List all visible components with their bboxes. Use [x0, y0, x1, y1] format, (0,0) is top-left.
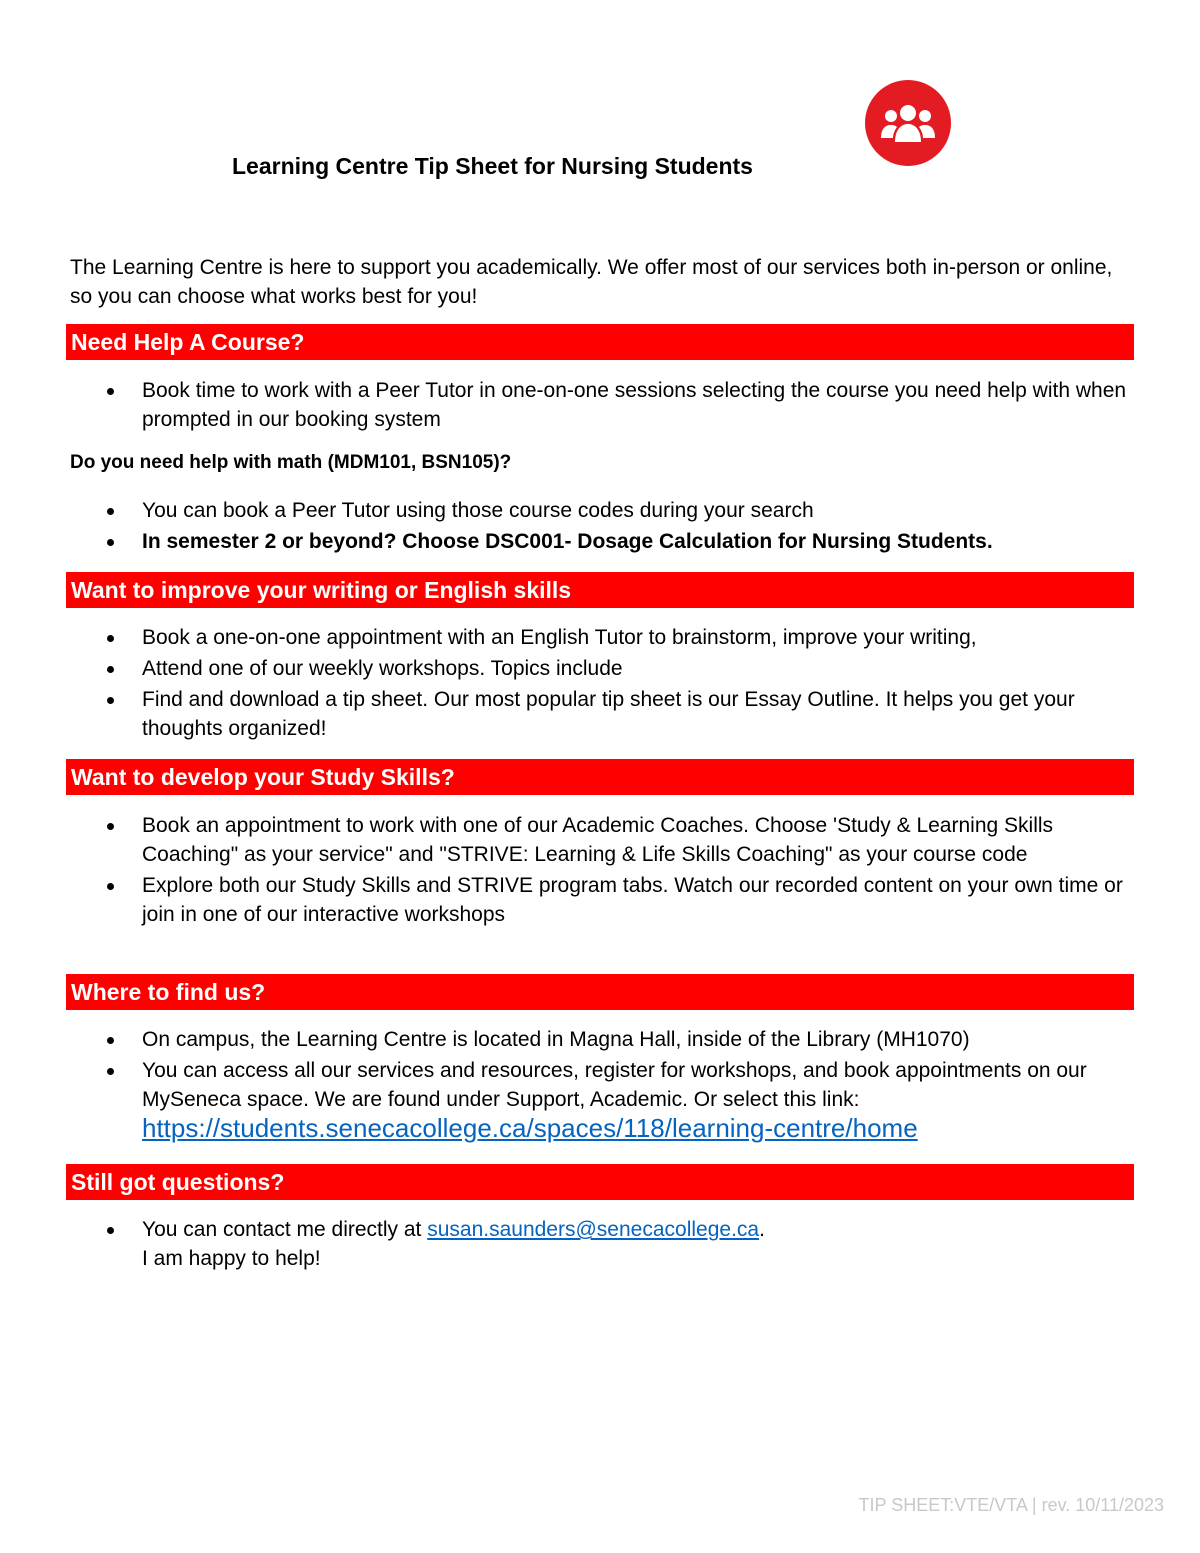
list-item	[0, 1056, 1142, 1145]
email-link[interactable]: susan.saunders@senecacollege.ca	[427, 1218, 760, 1241]
section-heading-questions: Still got questions?	[66, 1164, 1134, 1200]
intro-paragraph: The Learning Centre is here to support you academically. We offer most of our services both in-person or online, so you can choose what works best for you!	[70, 256, 1113, 308]
list-item: Book a one-on-one appointment with an English Tutor to brainstorm, improve your writing,	[0, 623, 1142, 652]
section-heading-writing: Want to improve your writing or English skills	[66, 572, 1134, 608]
list-item-text: You can access all our services and resources, register for workshops, and book appointments on our MySeneca space. We are found under Support, Academic. Or select this link:	[142, 1059, 1087, 1111]
math-subheading: Do you need help with math (MDM101, BSN105)?	[70, 452, 512, 473]
list-item: On campus, the Learning Centre is located in Magna Hall, inside of the Library (MH1070)	[0, 1025, 1142, 1054]
contact-prefix: You can contact me directly at	[142, 1218, 428, 1241]
list-item: Book an appointment to work with one of our Academic Coaches. Choose 'Study & Learning Skills Coaching" as your service" and "STRIVE: Learning & Life Skills Coaching" as your course code	[0, 811, 1142, 869]
section-heading-location: Where to find us?	[66, 974, 1134, 1010]
list-item: Explore both our Study Skills and STRIVE program tabs. Watch our recorded content on your own time or join in one of our interactive workshops	[0, 871, 1142, 929]
section-heading-course: Need Help A Course?	[66, 324, 1134, 360]
contact-suffix: .	[759, 1218, 765, 1241]
users-icon	[880, 100, 936, 146]
list-item: In semester 2 or beyond? Choose DSC001- Dosage Calculation for Nursing Students.	[0, 527, 1142, 556]
page-title: Learning Centre Tip Sheet for Nursing Students	[232, 153, 753, 179]
list-item: You can book a Peer Tutor using those course codes during your search	[0, 496, 1142, 525]
location-bullet-list	[0, 1025, 1142, 1147]
list-item: Find and download a tip sheet. Our most popular tip sheet is our Essay Outline. It helps you get your thoughts organized!	[0, 685, 1142, 743]
section-heading-study: Want to develop your Study Skills?	[66, 759, 1134, 795]
writing-bullet-list	[0, 623, 1142, 745]
footer-revision: TIP SHEET:VTE/VTA | rev. 10/11/2023	[858, 1495, 1164, 1515]
list-item: Book time to work with a Peer Tutor in one-on-one sessions selecting the course you need help with when prompted in our booking system	[0, 376, 1142, 434]
learning-centre-link[interactable]: https://students.senecacollege.ca/spaces/118/learning-centre/home	[142, 1113, 918, 1143]
math-bullet-list	[0, 496, 1142, 558]
list-item	[0, 1215, 1142, 1273]
questions-bullet-list	[0, 1215, 1142, 1275]
study-bullet-list	[0, 811, 1142, 931]
list-item: Attend one of our weekly workshops. Topics include	[0, 654, 1142, 683]
closing-text: I am happy to help!	[142, 1247, 321, 1270]
logo	[865, 80, 951, 166]
course-bullet-list	[0, 376, 1142, 436]
